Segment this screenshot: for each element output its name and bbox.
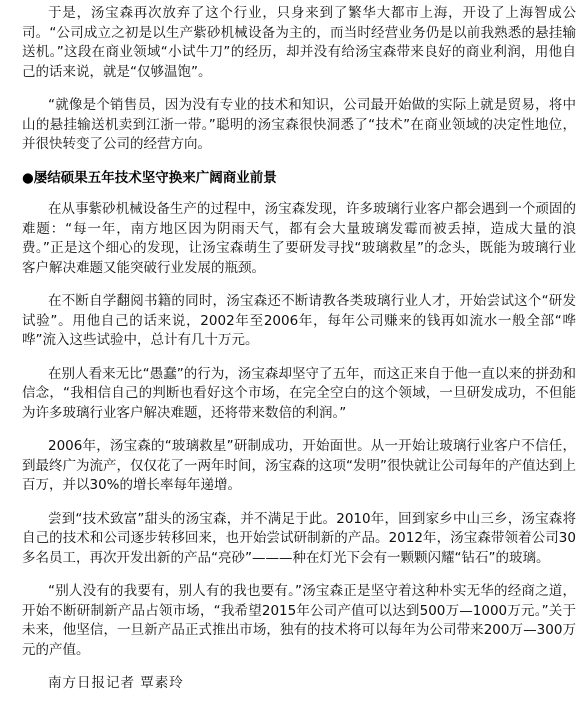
article-paragraph: 尝到“技术致富”甜头的汤宝森，并不满足于此。2010年，回到家乡中山三乡，汤宝森将自己的技术和公司逐步转移回来，也开始尝试研制新的产品。2012年，汤宝森带领着公司30多名员工，再次开发出新的产品“亮砂”———种在灯光下会有一颗颗闪耀“钻石”的玻璃。 xyxy=(22,510,576,566)
article-paragraph: “别人没有的我要有，别人有的我也要有。”汤宝森正是坚守着这种朴实无华的经商之道，开始不断研制新产品占领市场，“我希望2015年公司产值可以达到500万—1000万元。”关于未来，他坚信，一旦新产品正式推出市场，独有的技术将可以每年为公司带来200万—300万元的产值。 xyxy=(22,583,576,658)
article-paragraph: “就像是个销售员，因为没有专业的技术和知识，公司最开始做的实际上就是贸易，将中山的悬挂输送机卖到江浙一带。”聪明的汤宝森很快洞悉了“技术”在商业领域的决定性地位，并很快转变了公司的经营方向。 xyxy=(22,97,576,152)
article-paragraph: 在别人看来无比“愚蠢”的行为，汤宝森却坚守了五年，而这正来自于他一直以来的拼劲和信念，“我相信自己的判断也看好这个市场，在完全空白的这个领域，一旦研发成功，不但能为许多玻璃行业客户解决难题，还将带来数倍的利润。” xyxy=(22,365,576,421)
section-heading: ●屡结硕果五年技术坚守换来广阔商业前景 xyxy=(22,169,277,186)
author-byline: 南方日报记者 覃素玲 xyxy=(48,675,184,691)
article-paragraph: 于是，汤宝森再次放弃了这个行业，只身来到了繁华大都市上海，开设了上海智成公司。“公司成立之初是以生产紫砂机械设备为主的，而当时经营业务仍是以前我熟悉的悬挂输送机。”这段在商业领域“小试牛刀”的经历，却并没有给汤宝森带来良好的商业利润，用他自己的话来说，就是“仅够温饱”。 xyxy=(22,5,576,80)
article-paragraph: 在从事紫砂机械设备生产的过程中，汤宝森发现，许多玻璃行业客户都会遇到一个顽固的难题：“每一年，南方地区因为阴雨天气，都有会大量玻璃发霉而被丢掉，造成大量的浪费。”正是这个细心的发现，让汤宝森萌生了要研发寻找“玻璃救星”的念头，既能为玻璃行业客户解决难题又能突破行业发展的瓶颈。 xyxy=(22,201,576,276)
article-paragraph: 2006年，汤宝森的“玻璃救星”研制成功，开始面世。从一开始让玻璃行业客户不信任，到最终广为流产，仅仅花了一两年时间，汤宝森的这项“发明”很快就让公司每年的产值达到上百万，并以30%的增长率每年递增。 xyxy=(22,438,576,493)
article-paragraph: 在不断自学翻阅书籍的同时，汤宝森还不断请教各类玻璃行业人才，开始尝试这个“研发试验”。用他自己的话来说，2002年至2006年，每年公司赚来的钱再如流水一般全部“哗哗”流入这些试验中，总计有几十万元。 xyxy=(22,293,576,348)
